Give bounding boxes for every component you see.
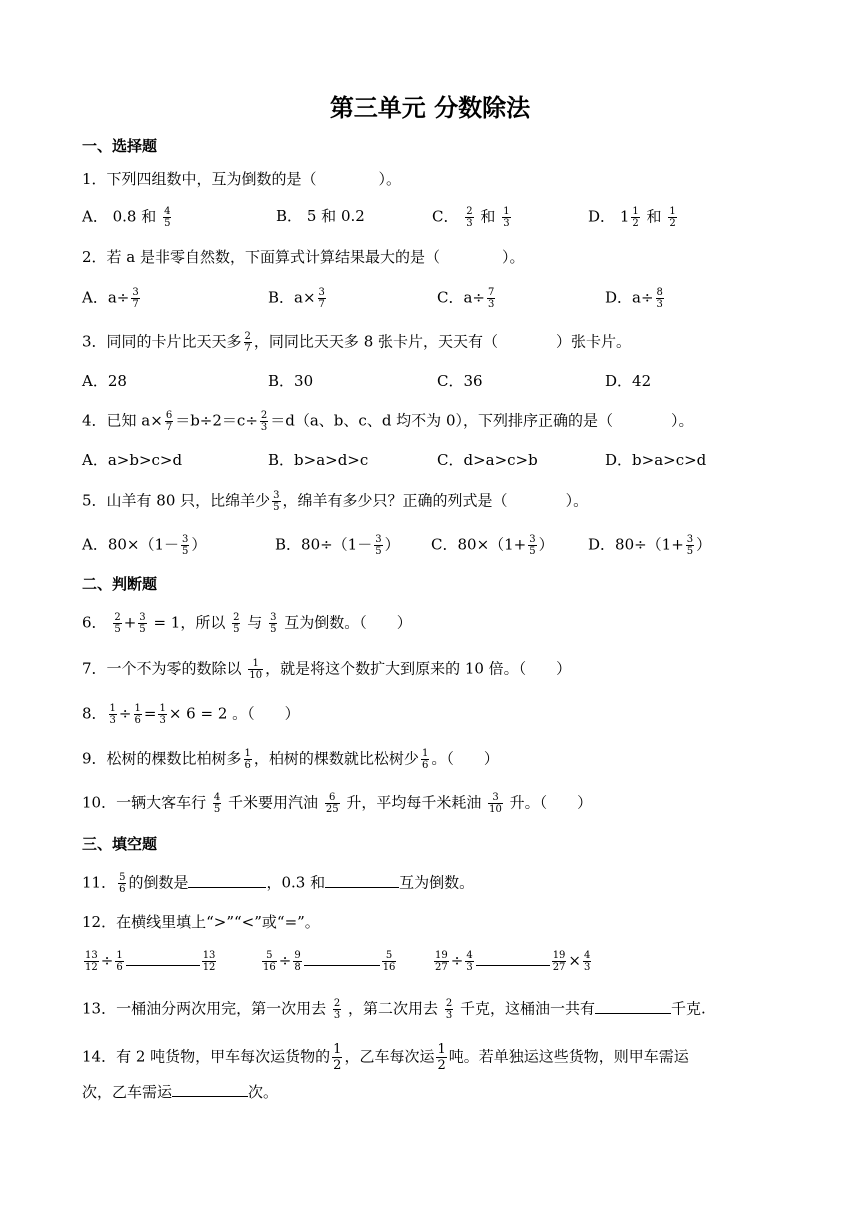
question-12-stem: 12．在横线里填上“>”“<”或“=”。: [82, 913, 320, 931]
question-12-expression-2: $\frac{5}{16}$ ÷ $\frac{9}{8}$ $\frac{5}{16}$: [263, 950, 396, 973]
question-5-option-d: D．80÷（1+ $\frac{3}{5}$ ）: [588, 534, 712, 557]
question-3-option-c: C．36: [437, 372, 483, 390]
question-14-line-1: 14．有 2 吨货物，甲车每次运货物的 $\frac{1}{2}$ ，乙车每次运 $\frac{1}{2}$ 吨。若单独运这些货物，则甲车需运: [82, 1042, 689, 1073]
question-1-option-b: B． 5 和 0.2: [276, 207, 365, 225]
question-2-stem: 2．若 a 是非零自然数，下面算式计算结果最大的是（ ）。: [82, 248, 525, 266]
question-4-option-a: A．a>b>c>d: [82, 451, 183, 469]
question-12-expression-1: $\frac{13}{12}$ ÷ $\frac{1}{6}$ $\frac{13}{12}$: [85, 950, 216, 973]
question-4-option-c: C．d>a>c>b: [437, 451, 538, 469]
question-9: 9．松树的棵数比柏树多 $\frac{1}{6}$ ，柏树的棵数就比松树少 $\frac{1}{6}$ 。（ ）: [82, 748, 499, 771]
question-2-option-c: C．a÷ $\frac{7}{3}$: [437, 287, 495, 310]
question-7: 7．一个不为零的数除以 $\frac{1}{10}$ ，就是将这个数扩大到原来的 10 倍。（ ）: [82, 658, 572, 681]
question-2-option-d: D．a÷ $\frac{8}{3}$: [605, 287, 663, 310]
answer-blank[interactable]: [126, 965, 200, 966]
question-3-option-d: D．42: [605, 372, 652, 390]
question-12-expression-3: $\frac{19}{27}$ ÷ $\frac{4}{3}$ $\frac{19}{27}$ × $\frac{4}{3}$: [435, 950, 591, 973]
question-11: 11． $\frac{5}{6}$ 的倒数是 ，0.3 和 互为倒数。: [82, 872, 475, 895]
question-1-stem: 1．下列四组数中，互为倒数的是（ ）。: [82, 170, 402, 188]
question-4-option-d: D．b>a>c>d: [605, 451, 707, 469]
question-4-option-b: B．b>a>d>c: [268, 451, 369, 469]
question-5-option-a: A．80×（1－ $\frac{3}{5}$ ）: [82, 534, 207, 557]
question-6: 6． $\frac{2}{5}$ + $\frac{3}{5}$ = 1，所以 $\frac{2}{5}$ 与 $\frac{3}{5}$ 互为倒数。（ ）: [82, 612, 412, 635]
answer-blank[interactable]: [325, 887, 399, 888]
question-8: 8． $\frac{1}{3}$ ÷ $\frac{1}{6}$ = $\frac{1}{3}$ × 6 = 2 。（ ）: [82, 703, 300, 726]
question-3-option-b: B．30: [268, 372, 314, 390]
question-1-option-a: A． 0.8 和 $\frac{4}{5}$: [82, 206, 171, 229]
question-4-stem: 4．已知 a× $\frac{6}{7}$ ＝b÷2＝c÷ $\frac{2}{3}$ ＝d（a、b、c、d 均不为 0），下列排序正确的是（ ）。: [82, 410, 694, 433]
question-5-stem: 5．山羊有 80 只，比绵羊少 $\frac{3}{5}$ ，绵羊有多少只？正确的列式是（ ）。: [82, 490, 589, 513]
question-14-line-2: 次，乙车需运 次。: [82, 1083, 279, 1101]
question-2-option-a: A．a÷ $\frac{3}{7}$: [82, 287, 139, 310]
question-1-option-d: D． 1 $\frac{1}{2}$ 和 $\frac{1}{2}$: [588, 206, 676, 229]
answer-blank[interactable]: [595, 1013, 671, 1014]
question-3-option-a: A．28: [82, 372, 127, 390]
question-3-stem: 3．同同的卡片比天天多 $\frac{2}{7}$ ，同同比天天多 8 张卡片，天天有（ ）张卡片。: [82, 331, 632, 354]
answer-blank[interactable]: [172, 1096, 248, 1097]
section-heading-fill-in: 三、填空题: [82, 835, 158, 853]
page-title: 第三单元 分数除法: [329, 94, 531, 122]
question-2-option-b: B．a× $\frac{3}{7}$: [268, 287, 325, 310]
question-10: 10．一辆大客车行 $\frac{4}{5}$ 千米要用汽油 $\frac{6}{25}$ 升，平均每千米耗油 $\frac{3}{10}$ 升。（ ）: [82, 792, 593, 815]
question-1-option-c: C． $\frac{2}{3}$ 和 $\frac{1}{3}$: [432, 206, 510, 229]
question-13: 13．一桶油分两次用完，第一次用去 $\frac{2}{3}$ ，第二次用去 $\frac{2}{3}$ 千克，这桶油一共有 千克.: [82, 998, 706, 1021]
answer-blank[interactable]: [304, 965, 380, 966]
answer-blank[interactable]: [188, 887, 266, 888]
answer-blank[interactable]: [476, 965, 550, 966]
section-heading-true-false: 二、判断题: [82, 575, 158, 593]
question-5-option-b: B．80÷（1－ $\frac{3}{5}$ ）: [275, 534, 400, 557]
section-heading-choice: 一、选择题: [82, 137, 158, 155]
question-5-option-c: C．80×（1+ $\frac{3}{5}$ ）: [431, 534, 554, 557]
